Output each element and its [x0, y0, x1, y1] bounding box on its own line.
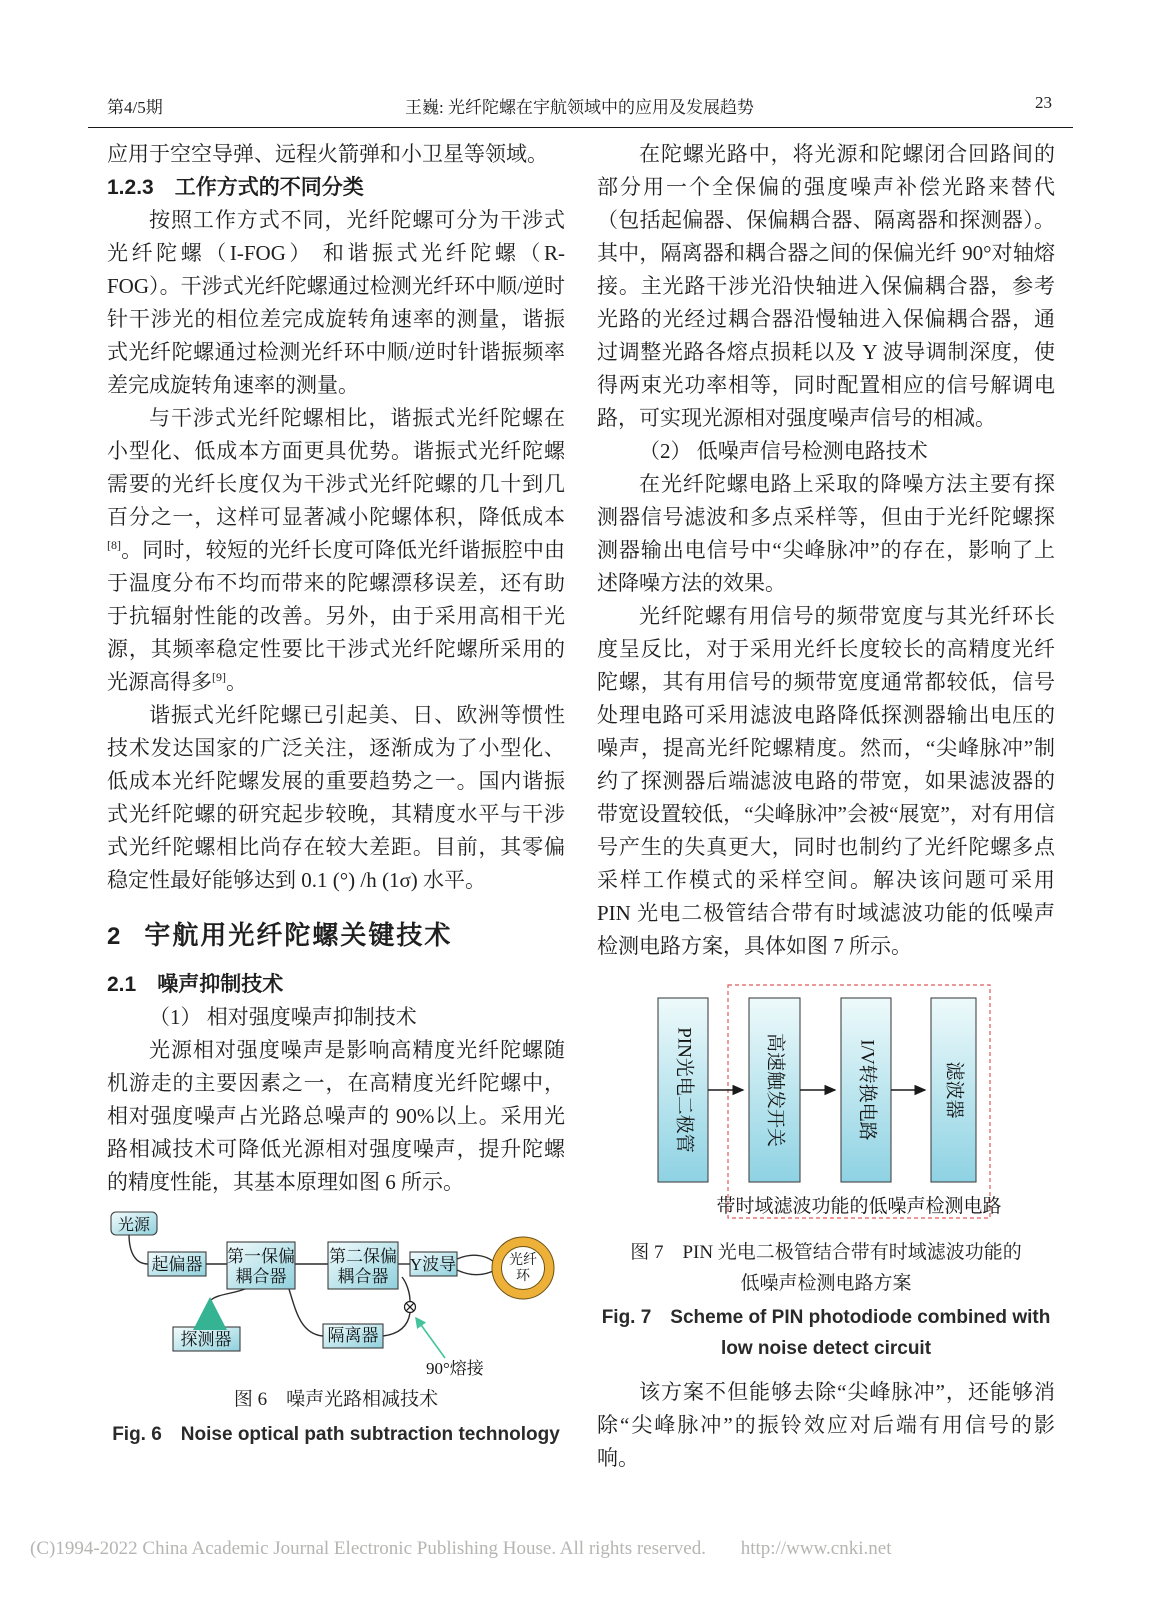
paragraph-item2: （2） 低噪声信号检测电路技术	[639, 439, 928, 463]
paragraph-rin: 光源相对强度噪声是影响高精度光纤陀螺随机游走的主要因素之一，在高精度光纤陀螺中，相对强度噪声占光路总噪声的 90%以上。采用光路相减技术可降低光源相对强度噪声，提升陀螺的精度性能，其基本原理如图 6 所示。	[107, 1038, 565, 1194]
y-waveguide-label: Y波导	[409, 1255, 457, 1274]
coupler2-label-line1: 第二保偏	[329, 1247, 397, 1266]
fiber-ring-label-line1: 光纤	[509, 1253, 537, 1268]
paragraph-modes: 按照工作方式不同，光纤陀螺可分为干涉式光纤陀螺（I-FOG） 和谐振式光纤陀螺（R-FOG）。干涉式光纤陀螺通过检测光纤环中顺/逆时针干涉光的相位差完成旋转角速率的测量，谐振式光纤陀螺通过检测光纤环中顺/逆时针谐振频率差完成旋转角速率的测量。	[107, 208, 565, 397]
isolator-label: 隔离器	[327, 1326, 379, 1345]
left-column	[107, 138, 565, 1199]
paragraph-intro: 应用于空空导弹、远程火箭弹和小卫星等领域。	[107, 142, 548, 166]
heading-section-2	[107, 913, 565, 958]
coupler1-label-line1: 第一保偏	[227, 1247, 295, 1266]
heading-1-2-3: 1.2.3 工作方式的不同分类	[107, 176, 364, 199]
citation-ref-8: [8]	[107, 538, 121, 552]
splice-label: 90°熔接	[426, 1359, 484, 1378]
paragraph-gyro-path: 在陀螺光路中，将光源和陀螺闭合回路间的部分用一个全保偏的强度噪声补偿光路来替代（包括起偏器、保偏耦合器、隔离器和探测器）。其中，隔离器和耦合器之间的保偏光纤 90°对轴熔接。主光路干涉光沿快轴进入保偏耦合器，参考光路的光经过耦合器沿慢轴进入保偏耦合器，通过调整光路各熔点损耗以及 Y 波导调制深度，使得两束光功率相等，同时配置相应的信号解调电路，可实现光源相对强度噪声信号的相减。	[597, 142, 1055, 430]
section-title: 宇航用光纤陀螺关键技术	[144, 921, 453, 950]
figure7-caption-en-line2: low noise detect circuit	[720, 1338, 932, 1359]
splice-pointer-arrow	[416, 1318, 445, 1358]
figure6-diagram	[93, 1200, 563, 1380]
pin-photodiode-label: PIN光电二极管	[673, 1027, 695, 1153]
section-number: 2	[107, 923, 121, 950]
cnki-url: http://www.cnki.net	[740, 1538, 892, 1559]
conclusion-block	[597, 1376, 1055, 1475]
paragraph-resonant	[107, 402, 565, 699]
header-rule	[88, 127, 1073, 128]
paragraph-trend: 谐振式光纤陀螺已引起美、日、欧洲等惯性技术发达国家的广泛关注，逐渐成为了小型化、低成本光纤陀螺发展的重要趋势之一。国内谐振式光纤陀螺的研究起步较晚，其精度水平与干涉式光纤陀螺相比尚存在较大差距。目前，其零偏稳定性最好能够达到 0.1 (°) /h (1σ) 水平。	[107, 703, 565, 892]
journal-issue: 第4/5期	[107, 98, 163, 117]
figure7-caption-zh-line1: 图 7 PIN 光电二极管结合带有时域滤波功能的	[630, 1242, 1022, 1263]
light-source-label: 光源	[117, 1217, 151, 1234]
right-column	[597, 138, 1055, 963]
citation-ref-9: [9]	[212, 670, 226, 684]
trigger-switch-label: 高速触发开关	[764, 1032, 786, 1148]
copyright-text: (C)1994-2022 China Academic Journal Electronic Publishing House. All rights reserved.	[30, 1538, 706, 1559]
fiber-ring-label-line2: 环	[516, 1269, 530, 1284]
filter-label: 滤波器	[943, 1061, 965, 1119]
detector-triangle-icon	[193, 1297, 227, 1330]
dashed-frame-label: 带时域滤波功能的低噪声检测电路	[716, 1196, 1002, 1217]
text-run: 与干涉式光纤陀螺相比，谐振式光纤陀螺在小型化、低成本方面更具优势。谐振式光纤陀螺需要的光纤长度仅为干涉式光纤陀螺的几十到几百分之一，这样可显著减小陀螺体积，降低成本	[107, 406, 565, 529]
polarizer-label: 起偏器	[151, 1255, 203, 1274]
paragraph-bandwidth: 光纤陀螺有用信号的频带宽度与其光纤环长度呈反比，对于采用光纤长度较长的高精度光纤陀螺，其有用信号的频带宽度通常都较低，信号处理电路可采用滤波电路降低探测器输出电压的噪声，提高光纤陀螺精度。然而，“尖峰脉冲”制约了探测器后端滤波电路的带宽，如果滤波器的带宽设置较低，“尖峰脉冲”会被“展宽”，对有用信号产生的失真更大，同时也制约了光纤陀螺多点采样工作模式的采样空间。解决该问题可采用 PIN 光电二极管结合带有时域滤波功能的低噪声检测电路方案，具体如图 7 所示。	[597, 604, 1055, 958]
paragraph-denoise: 在光纤陀螺电路上采取的降噪方法主要有探测器信号滤波和多点采样等，但由于光纤陀螺探测器输出电信号中“尖峰脉冲”的存在，影响了上述降噪方法的效果。	[597, 472, 1055, 595]
paragraph-item1: （1） 相对强度噪声抑制技术	[149, 1005, 417, 1029]
figure6-caption-zh: 图 6 噪声光路相减技术	[233, 1389, 439, 1410]
paragraph-conclusion: 该方案不但能够去除“尖峰脉冲”，还能够消除“尖峰脉冲”的振铃效应对后端有用信号的影响。	[597, 1380, 1055, 1470]
fiber-lines	[129, 1234, 497, 1336]
splice-symbol-icon	[405, 1302, 416, 1313]
detector-label: 探测器	[180, 1330, 232, 1349]
figure6-caption-en: Fig. 6 Noise optical path subtraction technology	[112, 1424, 560, 1445]
figure7-caption-zh-line2: 低噪声检测电路方案	[740, 1273, 912, 1294]
coupler2-label-line2: 耦合器	[337, 1267, 389, 1286]
coupler1-label-line2: 耦合器	[235, 1267, 287, 1286]
running-title: 王巍: 光纤陀螺在宇航领域中的应用及发展趋势	[405, 98, 754, 117]
text-run: 。同时，较短的光纤长度可降低光纤谐振腔中由于温度分布不均而带来的陀螺漂移误差，还有助于抗辐射性能的改善。另外，由于采用高相干光源，其频率稳定性要比干涉式光纤陀螺所采用的光源高得多	[107, 538, 565, 694]
footer	[30, 1538, 891, 1560]
heading-2-1: 2.1 噪声抑制技术	[107, 973, 284, 996]
text-run: 。	[226, 670, 247, 694]
page-number: 23	[1035, 93, 1052, 112]
iv-converter-label: I/V转换电路	[856, 1039, 878, 1141]
figure7-diagram	[600, 975, 1070, 1225]
figure7-caption-en-line1: Fig. 7 Scheme of PIN photodiode combined with	[601, 1307, 1051, 1328]
fiber-ring-icon	[492, 1237, 554, 1299]
